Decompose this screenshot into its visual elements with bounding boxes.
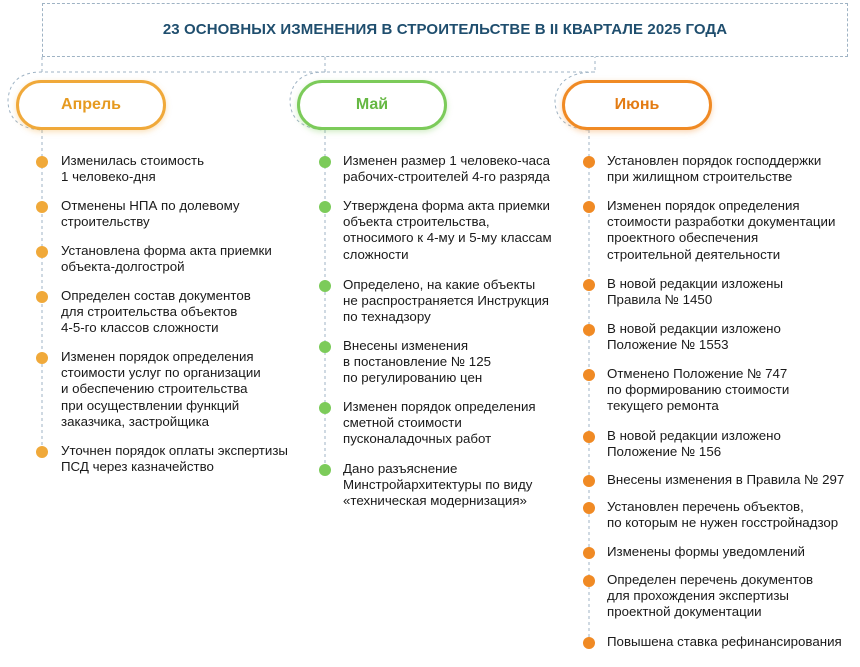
bullet-dot [36,291,48,303]
bullet-dot [319,201,331,213]
bullet-dot [583,547,595,559]
may-item-6: Дано разъяснение Минстройархитектуры по виду «техническая модернизация» [343,461,533,509]
bullet-dot [583,502,595,514]
june-item-3: В новой редакции изложены Правила № 1450 [607,276,784,308]
bullet-dot [583,575,595,587]
june-item-4: В новой редакции изложено Положение № 1553 [607,321,781,353]
bullet-dot [36,246,48,258]
bullet-dot [36,201,48,213]
bullet-dot [583,369,595,381]
bullet-dot [583,201,595,213]
april-item-1: Изменилась стоимость 1 человеко-дня [61,153,204,185]
month-june-badge: Июнь [562,80,712,130]
june-item-5: Отменено Положение № 747 по формированию стоимости текущего ремонта [607,366,790,414]
bullet-dot [583,324,595,336]
bullet-dot [583,431,595,443]
bullet-dot [319,402,331,414]
bullet-dot [319,341,331,353]
bullet-dot [583,475,595,487]
june-item-10: Определен перечень документов для прохождения экспертизы проектной документации [607,572,814,620]
june-item-9: Изменены формы уведомлений [607,544,805,559]
june-item-2: Изменен порядок определения стоимости разработки документации проектного обеспечения строительной деятельности [607,198,836,262]
june-item-8: Установлен перечень объектов, по которым не нужен госстройнадзор [607,499,839,531]
may-item-2: Утверждена форма акта приемки объекта строительства, относимого к 4-му и 5-му классам сложности [343,198,552,262]
june-item-1: Установлен порядок господдержки при жилищном строительстве [607,153,822,185]
bullet-dot [583,156,595,168]
may-item-1: Изменен размер 1 человеко-часа рабочих-строителей 4-го разряда [343,153,551,185]
april-item-4: Определен состав документов для строительства объектов 4-5-го классов сложности [61,288,251,336]
may-item-4: Внесены изменения в постановление № 125 по регулированию цен [343,338,491,386]
bullet-dot [583,279,595,291]
june-item-7: Внесены изменения в Правила № 297 [607,472,845,487]
bullet-dot [36,446,48,458]
month-april-badge: Апрель [16,80,166,130]
bullet-dot [36,156,48,168]
may-item-3: Определено, на какие объекты не распространяется Инструкция по технадзору [343,277,549,325]
june-item-11: Повышена ставка рефинансирования [607,634,842,649]
bullet-dot [319,156,331,168]
june-item-6: В новой редакции изложено Положение № 156 [607,428,781,460]
may-item-5: Изменен порядок определения сметной стоимости пусконаладочных работ [343,399,536,447]
april-item-5: Изменен порядок определения стоимости услуг по организации и обеспечению строительства при осуществлении функций заказчика, застройщика [61,349,261,429]
bullet-dot [319,464,331,476]
bullet-dot [319,280,331,292]
bullet-dot [36,352,48,364]
april-item-3: Установлена форма акта приемки объекта-долгострой [61,243,272,275]
april-item-2: Отменены НПА по долевому строительству [61,198,240,230]
page-title: 23 ОСНОВНЫХ ИЗМЕНЕНИЯ В СТРОИТЕЛЬСТВЕ В II КВАРТАЛЕ 2025 ГОДА [162,21,728,38]
april-item-6: Уточнен порядок оплаты экспертизы ПСД через казначейство [61,443,288,475]
connector-top [42,57,595,72]
month-may-badge: Май [297,80,447,130]
bullet-dot [583,637,595,649]
